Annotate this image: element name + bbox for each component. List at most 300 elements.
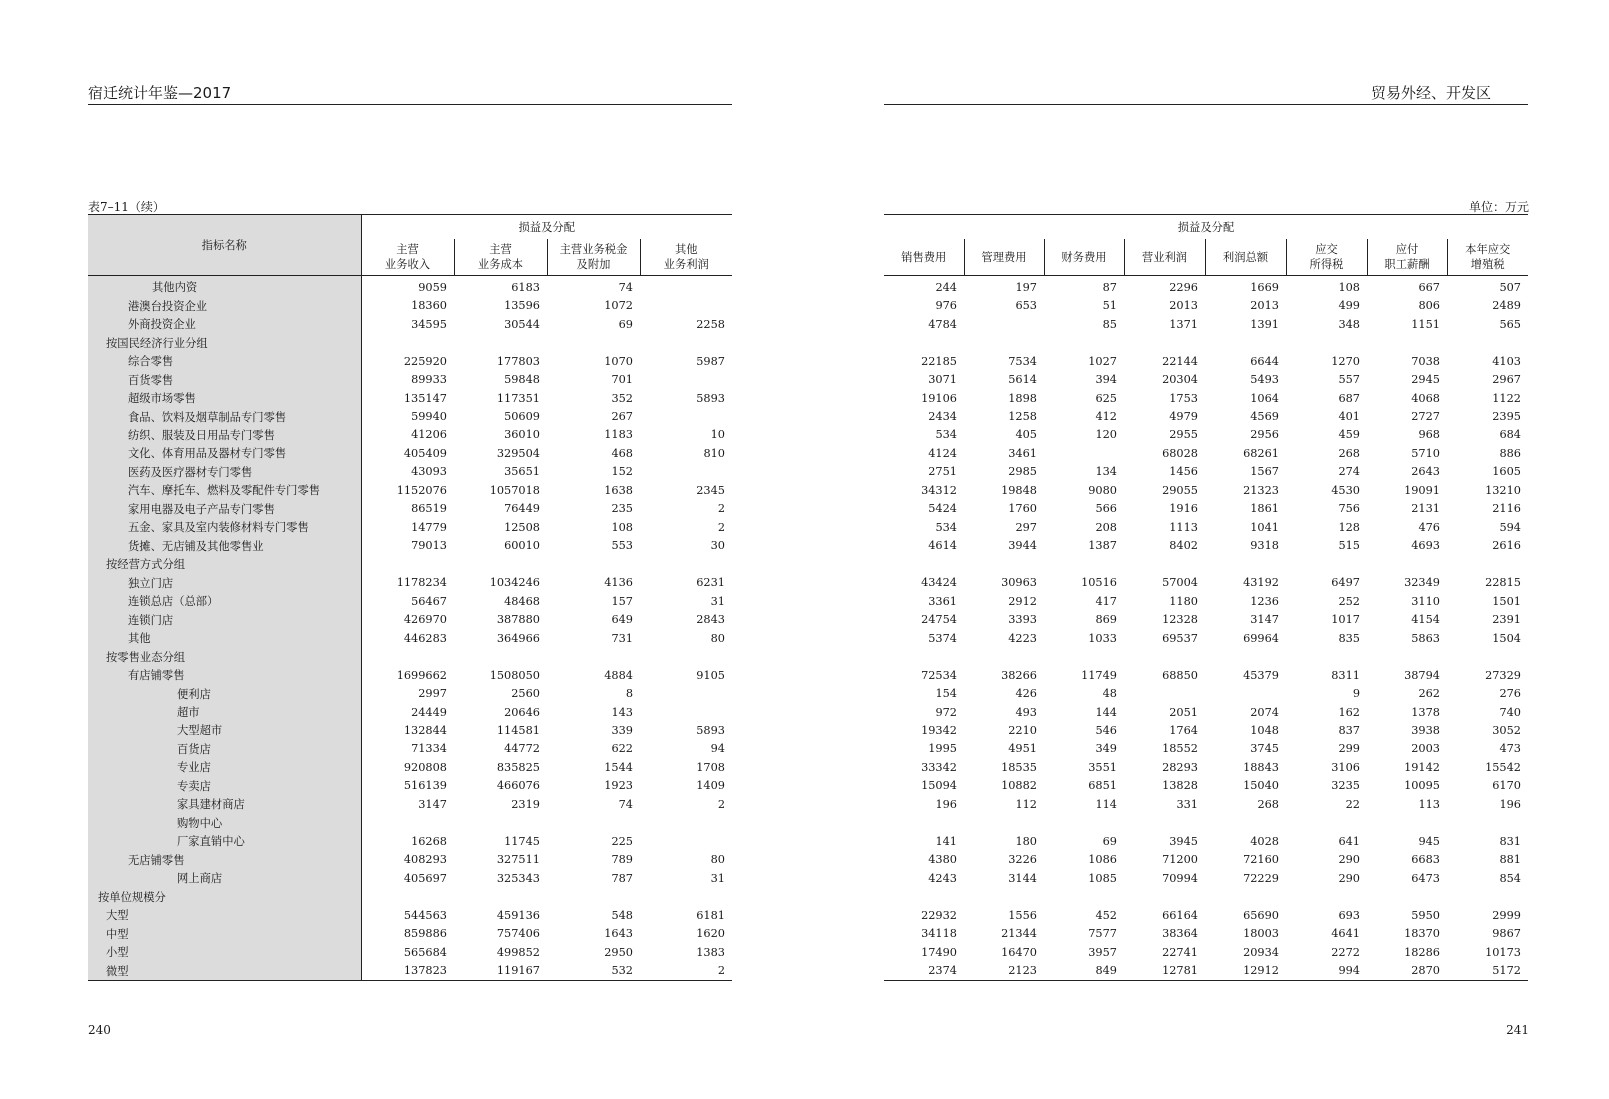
table-cell: 9080 — [1088, 483, 1117, 497]
table-cell: 6644 — [1250, 354, 1279, 368]
table-cell: 1057018 — [489, 483, 540, 497]
table-cell: 30 — [710, 539, 725, 553]
table-cell: 144 — [1095, 705, 1117, 719]
table-row — [88, 814, 732, 832]
table-row — [88, 276, 732, 297]
table-cell: 10516 — [1081, 576, 1117, 590]
table-cell — [1205, 684, 1286, 702]
table-cell: 3393 — [1008, 613, 1037, 627]
table-cell — [1044, 333, 1124, 351]
table-cell: 134 — [1095, 465, 1117, 479]
table-cell: 1041 — [1250, 520, 1279, 534]
table-cell: 5950 — [1411, 908, 1440, 922]
table-row — [88, 574, 732, 592]
table-row — [884, 629, 1528, 647]
table-cell: 1504 — [1492, 631, 1521, 645]
table-cell — [964, 333, 1044, 351]
column-header-line: 增殖税 — [1470, 258, 1505, 271]
header-rule-left — [88, 104, 732, 105]
table-cell: 20646 — [504, 705, 540, 719]
table-row — [88, 703, 732, 721]
table-cell: 3938 — [1411, 723, 1440, 737]
table-cell: 9867 — [1492, 927, 1521, 941]
table-cell: 29055 — [1162, 483, 1198, 497]
table-cell: 48468 — [504, 594, 540, 608]
table-cell: 290 — [1338, 871, 1360, 885]
table-cell: 854 — [1499, 871, 1521, 885]
table-cell: 3144 — [1008, 871, 1037, 885]
table-cell: 2013 — [1169, 299, 1198, 313]
column-header — [547, 239, 640, 276]
row-label: 网上商店 — [88, 869, 361, 887]
row-label: 按经营方式分组 — [88, 555, 361, 573]
table-cell: 544563 — [403, 908, 447, 922]
table-cell: 5374 — [928, 631, 957, 645]
table-cell: 208 — [1095, 520, 1117, 534]
table-cell: 1995 — [928, 742, 957, 756]
table-cell — [1205, 647, 1286, 665]
table-cell: 1178234 — [396, 576, 447, 590]
row-label: 有店铺零售 — [88, 666, 361, 684]
table-cell: 2870 — [1411, 964, 1440, 978]
table-cell: 1064 — [1250, 391, 1279, 405]
table-row — [88, 869, 732, 887]
table-cell: 5493 — [1250, 373, 1279, 387]
table-row — [884, 389, 1528, 407]
table-cell: 50609 — [504, 410, 540, 424]
table-row — [884, 352, 1528, 370]
table-cell: 3361 — [928, 594, 957, 608]
table-cell: 976 — [935, 299, 957, 313]
table-cell: 132844 — [403, 723, 447, 737]
table-row — [884, 463, 1528, 481]
table-cell: 493 — [1015, 705, 1037, 719]
table-cell — [1447, 647, 1528, 665]
table-cell: 837 — [1338, 723, 1360, 737]
table-cell — [884, 647, 964, 665]
table-row — [88, 943, 732, 961]
table-cell: 849 — [1095, 964, 1117, 978]
table-cell: 19342 — [921, 723, 957, 737]
table-row — [88, 426, 732, 444]
table-number: 表7–11（续） — [88, 200, 165, 214]
table-row — [88, 666, 732, 684]
column-header — [884, 239, 964, 276]
table-cell: 13828 — [1162, 779, 1198, 793]
table-cell: 71334 — [411, 742, 447, 756]
table-row — [884, 444, 1528, 462]
table-cell: 65690 — [1243, 908, 1279, 922]
table-row — [884, 592, 1528, 610]
table-cell: 21323 — [1243, 483, 1279, 497]
table-cell: 394 — [1095, 373, 1117, 387]
table-cell: 452 — [1095, 908, 1117, 922]
table-cell — [1044, 444, 1124, 462]
table-cell: 806 — [1418, 299, 1440, 313]
table-cell: 16268 — [411, 834, 447, 848]
table-cell — [1124, 887, 1205, 905]
table-cell: 6497 — [1331, 576, 1360, 590]
row-label: 汽车、摩托车、燃料及零配件专门零售 — [88, 481, 361, 499]
table-cell: 4136 — [604, 576, 633, 590]
table-cell: 3945 — [1169, 834, 1198, 848]
table-cell: 24754 — [921, 613, 957, 627]
table-cell: 2123 — [1008, 964, 1037, 978]
table-cell: 1508050 — [489, 668, 540, 682]
table-cell: 4380 — [928, 853, 957, 867]
table-cell: 290 — [1338, 853, 1360, 867]
table-cell — [454, 887, 547, 905]
table-cell: 2258 — [696, 317, 725, 331]
table-cell: 11749 — [1081, 668, 1117, 682]
table-cell: 12508 — [504, 520, 540, 534]
table-cell: 74 — [618, 280, 633, 294]
table-cell: 6683 — [1411, 853, 1440, 867]
row-label: 综合零售 — [88, 352, 361, 370]
table-cell: 4951 — [1008, 742, 1037, 756]
table-cell: 2999 — [1492, 908, 1521, 922]
table-cell: 235 — [611, 502, 633, 516]
column-header-line: 业务收入 — [384, 258, 431, 271]
table-cell: 141 — [935, 834, 957, 848]
table-cell: 14779 — [411, 520, 447, 534]
table-cell: 9105 — [696, 668, 725, 682]
table-cell — [1286, 555, 1367, 573]
table-cell — [640, 370, 732, 388]
table-cell: 1113 — [1169, 520, 1198, 534]
table-cell: 45379 — [1243, 668, 1279, 682]
table-cell: 4693 — [1411, 539, 1440, 553]
table-cell: 68850 — [1162, 668, 1198, 682]
table-cell: 28293 — [1162, 760, 1198, 774]
table-cell: 405697 — [403, 871, 447, 885]
table-cell: 1387 — [1088, 539, 1117, 553]
table-cell: 1916 — [1169, 502, 1198, 516]
table-cell: 2003 — [1411, 742, 1440, 756]
table-cell: 114 — [1095, 797, 1117, 811]
table-cell: 1544 — [604, 760, 633, 774]
table-cell: 1409 — [696, 779, 725, 793]
table-cell: 2955 — [1169, 428, 1198, 442]
table-cell — [1447, 814, 1528, 832]
table-cell: 7534 — [1008, 354, 1037, 368]
table-cell: 18843 — [1243, 760, 1279, 774]
table-cell: 920808 — [403, 760, 447, 774]
row-label: 其他 — [88, 629, 361, 647]
table-cell: 12781 — [1162, 964, 1198, 978]
table-cell: 18370 — [1404, 927, 1440, 941]
table-cell: 3147 — [418, 797, 447, 811]
table-row — [88, 444, 732, 462]
table-cell: 2319 — [511, 797, 540, 811]
table-cell: 548 — [611, 908, 633, 922]
row-label: 家用电器及电子产品专门零售 — [88, 500, 361, 518]
table-cell: 43192 — [1243, 576, 1279, 590]
table-cell: 1760 — [1008, 502, 1037, 516]
table-cell: 2 — [717, 520, 725, 534]
table-cell: 10882 — [1001, 779, 1037, 793]
table-cell: 268 — [1338, 446, 1360, 460]
table-cell: 426970 — [403, 613, 447, 627]
table-cell — [640, 296, 732, 314]
table-cell: 36010 — [504, 428, 540, 442]
table-row — [884, 795, 1528, 813]
table-cell — [1286, 887, 1367, 905]
table-row — [884, 407, 1528, 425]
table-cell — [1124, 647, 1205, 665]
table-cell: 787 — [611, 871, 633, 885]
table-cell: 117351 — [496, 391, 540, 405]
table-cell: 4569 — [1250, 410, 1279, 424]
table-cell: 5893 — [696, 723, 725, 737]
table-cell: 3052 — [1492, 723, 1521, 737]
table-cell: 473 — [1499, 742, 1521, 756]
table-cell: 80 — [710, 853, 725, 867]
table-cell: 1391 — [1250, 317, 1279, 331]
table-row — [88, 795, 732, 813]
table-cell: 19091 — [1404, 483, 1440, 497]
table-cell: 112 — [1015, 797, 1037, 811]
column-header-line: 业务成本 — [477, 258, 524, 271]
table-cell — [1367, 333, 1447, 351]
table-cell: 1378 — [1411, 705, 1440, 719]
table-cell: 515 — [1338, 539, 1360, 553]
table-cell: 10 — [710, 428, 725, 442]
row-label: 超级市场零售 — [88, 389, 361, 407]
table-cell — [1286, 814, 1367, 832]
column-header — [361, 239, 454, 276]
table-row — [88, 370, 732, 388]
column-header-line: 主营 — [489, 243, 512, 256]
table-cell: 30963 — [1001, 576, 1037, 590]
table-cell: 1501 — [1492, 594, 1521, 608]
table-cell: 1861 — [1250, 502, 1279, 516]
column-header-line: 财务费用 — [1061, 250, 1107, 264]
table-cell: 4103 — [1492, 354, 1521, 368]
table-cell — [1044, 887, 1124, 905]
table-cell: 2272 — [1331, 945, 1360, 959]
table-cell: 693 — [1338, 908, 1360, 922]
table-cell: 74 — [618, 797, 633, 811]
table-cell: 51 — [1102, 299, 1117, 313]
table-cell: 1048 — [1250, 723, 1279, 737]
table-cell: 34595 — [411, 317, 447, 331]
table-cell: 7038 — [1411, 354, 1440, 368]
table-row — [88, 721, 732, 739]
table-cell — [547, 333, 640, 351]
table-cell: 5987 — [696, 354, 725, 368]
table-cell: 565 — [1499, 317, 1521, 331]
table-cell: 89933 — [411, 373, 447, 387]
row-label: 专卖店 — [88, 777, 361, 795]
table-row — [884, 481, 1528, 499]
table-cell: 59848 — [504, 373, 540, 387]
table-cell: 831 — [1499, 834, 1521, 848]
table-cell: 71200 — [1162, 853, 1198, 867]
table-row — [884, 906, 1528, 924]
table-cell: 20934 — [1243, 945, 1279, 959]
table-cell: 4154 — [1411, 613, 1440, 627]
column-header-line: 业务利润 — [663, 258, 709, 271]
row-label: 微型 — [88, 961, 361, 980]
row-label: 外商投资企业 — [88, 315, 361, 333]
table-cell — [884, 555, 964, 573]
table-cell: 43093 — [411, 465, 447, 479]
table-cell — [884, 333, 964, 351]
table-cell — [640, 276, 732, 297]
table-left-page — [88, 214, 732, 981]
table-cell — [547, 814, 640, 832]
table-cell: 401 — [1338, 410, 1360, 424]
row-label: 大型 — [88, 906, 361, 924]
row-label: 医药及医疗器材专门零售 — [88, 463, 361, 481]
table-cell: 6183 — [511, 280, 540, 294]
table-cell: 625 — [1095, 391, 1117, 405]
table-row — [88, 758, 732, 776]
table-cell: 3944 — [1008, 539, 1037, 553]
table-cell: 2912 — [1008, 594, 1037, 608]
table-cell: 32349 — [1404, 576, 1440, 590]
table-cell: 33342 — [921, 760, 957, 774]
table-row — [88, 592, 732, 610]
table-cell: 2 — [717, 502, 725, 516]
table-cell: 66164 — [1162, 908, 1198, 922]
table-cell: 27329 — [1485, 668, 1521, 682]
row-label: 连锁门店 — [88, 610, 361, 628]
table-cell: 18360 — [411, 299, 447, 313]
column-header-line: 应交 — [1315, 243, 1338, 256]
table-row — [88, 296, 732, 314]
table-cell: 72229 — [1243, 871, 1279, 885]
table-cell: 3235 — [1331, 779, 1360, 793]
column-header-line: 所得税 — [1309, 258, 1344, 271]
table-cell — [454, 555, 547, 573]
table-cell: 86519 — [411, 502, 447, 516]
table-cell: 2843 — [696, 613, 725, 627]
column-header-line: 本年应交 — [1465, 243, 1511, 256]
table-row — [88, 333, 732, 351]
column-header — [964, 239, 1044, 276]
table-row — [884, 887, 1528, 905]
table-cell: 789 — [611, 853, 633, 867]
table-cell: 274 — [1338, 465, 1360, 479]
table-cell — [1044, 555, 1124, 573]
table-cell: 507 — [1499, 280, 1521, 294]
table-cell: 9059 — [418, 280, 447, 294]
table-cell — [547, 647, 640, 665]
table-cell: 1017 — [1331, 613, 1360, 627]
table-cell — [964, 647, 1044, 665]
table-cell: 18552 — [1162, 742, 1198, 756]
table-cell: 297 — [1015, 520, 1037, 534]
table-cell: 2116 — [1492, 502, 1521, 516]
table-cell: 22144 — [1162, 354, 1198, 368]
table-cell: 19848 — [1001, 483, 1037, 497]
row-label: 大型超市 — [88, 721, 361, 739]
table-cell: 1258 — [1008, 410, 1037, 424]
table-cell: 6851 — [1088, 779, 1117, 793]
table-cell: 154 — [935, 687, 957, 701]
table-row — [884, 315, 1528, 333]
table-cell: 1086 — [1088, 853, 1117, 867]
table-cell: 352 — [611, 391, 633, 405]
table-cell: 881 — [1499, 853, 1521, 867]
table-cell: 1605 — [1492, 465, 1521, 479]
row-label: 百货零售 — [88, 370, 361, 388]
name-column-header: 指标名称 — [88, 215, 361, 276]
table-cell — [884, 887, 964, 905]
table-cell: 22932 — [921, 908, 957, 922]
row-label: 独立门店 — [88, 574, 361, 592]
table-cell: 466076 — [496, 779, 540, 793]
table-cell: 13210 — [1485, 483, 1521, 497]
row-label: 中型 — [88, 924, 361, 942]
table-cell: 80 — [710, 631, 725, 645]
table-cell: 38364 — [1162, 927, 1198, 941]
table-row — [884, 333, 1528, 351]
table-cell: 5893 — [696, 391, 725, 405]
table-cell: 31 — [710, 871, 725, 885]
column-header — [1286, 239, 1367, 276]
table-cell: 2997 — [418, 687, 447, 701]
column-header-line: 营业利润 — [1141, 250, 1188, 264]
table-cell: 2945 — [1411, 373, 1440, 387]
table-row — [884, 777, 1528, 795]
table-cell — [1205, 887, 1286, 905]
table-cell: 34118 — [921, 927, 957, 941]
table-cell: 1456 — [1169, 465, 1198, 479]
table-cell: 2051 — [1169, 705, 1198, 719]
table-cell — [1447, 555, 1528, 573]
table-cell: 476 — [1418, 520, 1440, 534]
table-cell — [361, 647, 454, 665]
row-label: 其他内资 — [88, 276, 361, 297]
table-row — [884, 684, 1528, 702]
table-cell: 5710 — [1411, 446, 1440, 460]
table-cell: 31 — [710, 594, 725, 608]
table-cell: 756 — [1338, 502, 1360, 516]
table-row — [884, 296, 1528, 314]
table-cell: 4028 — [1250, 834, 1279, 848]
table-cell: 339 — [611, 723, 633, 737]
table-cell: 1708 — [696, 760, 725, 774]
table-cell: 57004 — [1162, 576, 1198, 590]
table-row — [88, 629, 732, 647]
table-cell: 72534 — [921, 668, 957, 682]
table-cell: 2391 — [1492, 613, 1521, 627]
column-header-line: 及附加 — [576, 258, 611, 271]
row-label: 便利店 — [88, 684, 361, 702]
table-cell — [1286, 333, 1367, 351]
page-number-left: 240 — [88, 1023, 111, 1037]
table-cell: 12328 — [1162, 613, 1198, 627]
table-cell: 3226 — [1008, 853, 1037, 867]
table-cell: 534 — [935, 428, 957, 442]
row-label: 文化、体育用品及器材专门零售 — [88, 444, 361, 462]
table-row — [884, 555, 1528, 573]
table-row — [88, 463, 732, 481]
row-label: 货摊、无店铺及其他零售业 — [88, 537, 361, 555]
table-cell — [361, 814, 454, 832]
table-cell: 22815 — [1485, 576, 1521, 590]
table-cell: 810 — [703, 446, 725, 460]
table-cell: 1898 — [1008, 391, 1037, 405]
table-cell: 2950 — [604, 945, 633, 959]
table-cell: 69537 — [1162, 631, 1198, 645]
table-cell: 5172 — [1492, 964, 1521, 978]
table-cell: 2434 — [928, 410, 957, 424]
column-header-line: 应付 — [1395, 243, 1419, 256]
